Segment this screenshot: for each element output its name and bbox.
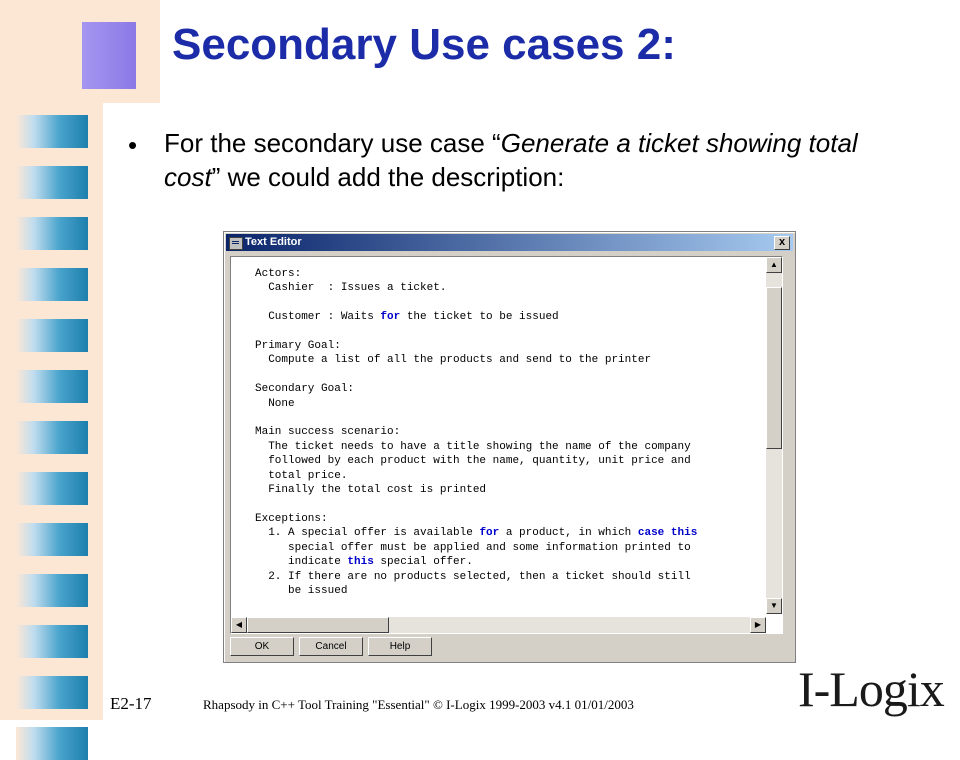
side-tile <box>16 217 88 250</box>
keyword-token: this <box>670 527 698 540</box>
editor-line <box>255 526 759 540</box>
help-button[interactable]: Help <box>368 637 432 656</box>
side-tile <box>16 472 88 505</box>
text-token: Actors: <box>255 268 302 280</box>
scroll-up-arrow-icon[interactable]: ▲ <box>766 257 782 273</box>
bullet-marker: • <box>128 130 138 160</box>
text-token: the ticket to be issued <box>400 311 559 324</box>
left-decor-band <box>0 0 103 720</box>
text-token: be issued <box>255 584 348 597</box>
editor-line <box>255 541 759 555</box>
bullet-text-part: ” we could add the description: <box>211 162 565 192</box>
slide-number: E2-17 <box>110 694 152 713</box>
text-token: None <box>255 397 295 410</box>
text-token: Cashier : Issues a ticket. <box>255 282 447 295</box>
editor-line <box>255 555 759 569</box>
text-token: indicate <box>255 556 348 569</box>
text-token: Main success scenario: <box>255 426 401 439</box>
bullet-text <box>164 126 864 194</box>
editor-line <box>255 325 759 339</box>
close-icon[interactable]: x <box>774 236 790 250</box>
editor-line <box>255 267 759 281</box>
editor-line <box>255 440 759 454</box>
side-tile <box>16 421 88 454</box>
side-tile <box>16 727 88 760</box>
editor-line <box>255 353 759 367</box>
scroll-left-arrow-icon[interactable]: ◀ <box>231 617 247 633</box>
bullet-text-emphasis: Generate a ticket showing total cost <box>164 128 858 192</box>
side-tile <box>16 268 88 301</box>
side-tile <box>16 370 88 403</box>
editor-line <box>255 368 759 382</box>
side-tile <box>16 676 88 709</box>
side-tile <box>16 115 88 148</box>
scroll-right-arrow-icon[interactable]: ▶ <box>750 617 766 633</box>
editor-line <box>255 512 759 526</box>
corner-square-decor <box>82 22 136 89</box>
cancel-button[interactable]: Cancel <box>299 637 363 656</box>
scroll-down-arrow-icon[interactable]: ▼ <box>766 598 782 614</box>
vertical-scrollbar[interactable] <box>766 257 782 614</box>
text-token: 1. A special offer is available <box>255 527 480 540</box>
horizontal-scrollbar[interactable] <box>231 617 766 633</box>
editor-line <box>255 382 759 396</box>
slide-title: Secondary Use cases 2: <box>172 20 676 69</box>
text-token: The ticket needs to have a title showing the name of the company <box>255 440 691 453</box>
keyword-token: for <box>479 527 500 540</box>
text-editor-app-icon <box>229 237 243 250</box>
bullet-text-part: For the secondary use case “ <box>164 128 501 158</box>
horizontal-scroll-thumb[interactable] <box>247 617 389 633</box>
text-editor-area[interactable] <box>230 256 783 634</box>
editor-text[interactable] <box>231 257 759 603</box>
keyword-token: this <box>347 556 374 569</box>
text-token <box>664 527 671 539</box>
ok-button[interactable]: OK <box>230 637 294 656</box>
text-token: special offer must be applied and some information printed to <box>255 541 691 554</box>
editor-line <box>255 454 759 468</box>
vertical-scroll-thumb[interactable] <box>766 287 782 449</box>
footer-text: Rhapsody in C++ Tool Training "Essential" © I-Logix 1999-2003 v4.1 01/01/2003 <box>203 697 634 712</box>
editor-line <box>255 469 759 483</box>
text-token: Exceptions: <box>255 512 328 525</box>
editor-line <box>255 498 759 512</box>
dialog-titlebar[interactable] <box>226 234 793 251</box>
editor-line <box>255 411 759 425</box>
editor-line <box>255 296 759 310</box>
text-token: followed by each product with the name, quantity, unit price and <box>255 455 691 468</box>
side-tile <box>16 166 88 199</box>
editor-line <box>255 483 759 497</box>
text-token: total price. <box>255 469 348 482</box>
editor-line <box>255 281 759 295</box>
text-token: 2. If there are no products selected, then a ticket should still <box>255 570 691 583</box>
editor-line <box>255 310 759 324</box>
editor-line <box>255 584 759 598</box>
editor-line <box>255 570 759 584</box>
editor-line <box>255 425 759 439</box>
side-tile <box>16 319 88 352</box>
text-token: Customer : Waits <box>255 311 381 324</box>
text-token: special offer. <box>373 556 473 569</box>
editor-line <box>255 339 759 353</box>
company-logo: I-Logix <box>798 661 944 717</box>
text-token: a product, in which <box>499 527 638 540</box>
keyword-token: case <box>637 527 665 540</box>
text-token: Secondary Goal: <box>255 383 355 396</box>
text-editor-dialog <box>223 231 796 663</box>
text-token: Primary Goal: <box>255 340 341 353</box>
text-token: Compute a list of all the products and send to the printer <box>255 354 652 367</box>
side-tile <box>16 625 88 658</box>
side-tile <box>16 574 88 607</box>
side-tile <box>16 523 88 556</box>
text-token: Finally the total cost is printed <box>255 484 487 497</box>
editor-line <box>255 397 759 411</box>
dialog-title: Text Editor <box>245 236 302 248</box>
keyword-token: for <box>380 311 401 324</box>
